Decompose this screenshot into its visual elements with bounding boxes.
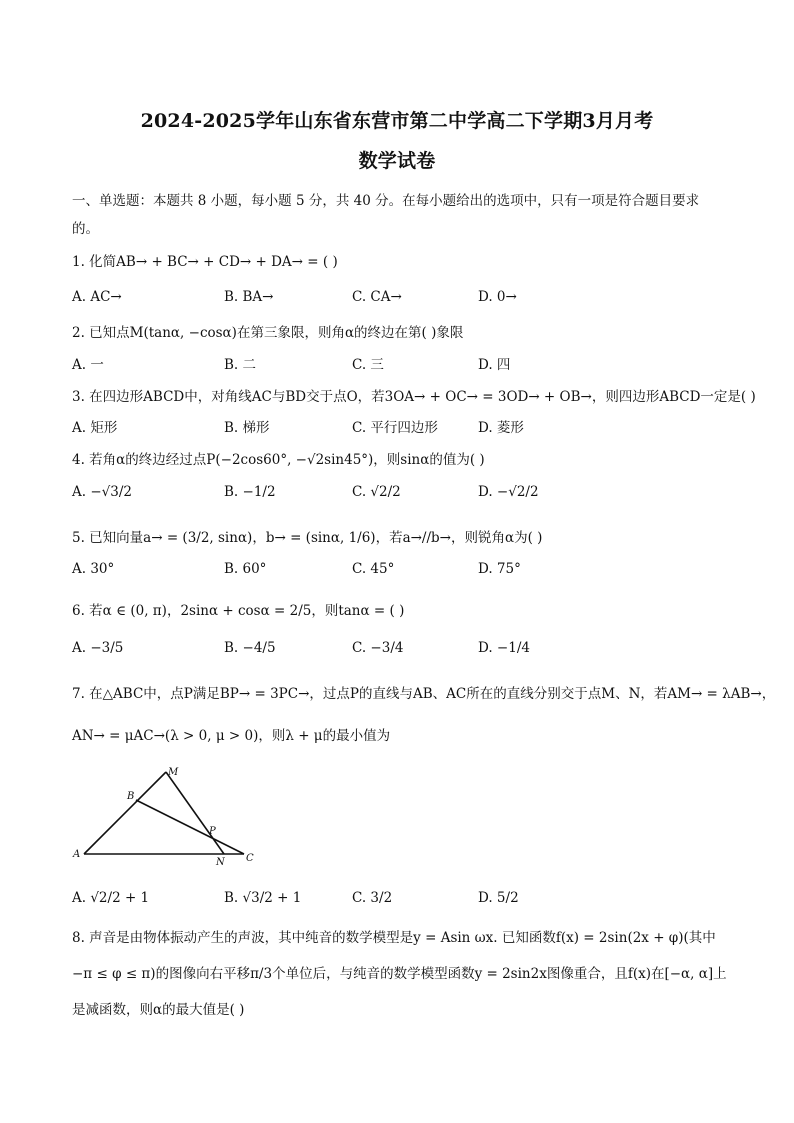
triangle-figure — [68, 762, 268, 872]
option-b: B. 二 — [224, 357, 257, 373]
option-a: A. −3/5 — [72, 640, 124, 656]
option-d: D. 5/2 — [478, 890, 519, 906]
option-c: C. √2/2 — [352, 484, 401, 500]
question-1-options — [72, 289, 732, 309]
option-a: A. √2/2 + 1 — [72, 890, 150, 906]
option-c: C. CA→ — [352, 289, 402, 305]
question-7-stem-line-1: 7. 在△ABC中，点P满足BP→ = 3PC→，过点P的直线与AB、AC所在的直线分别交于点M、N，若AM→ = λAB→， — [72, 686, 776, 702]
option-a: A. 30° — [72, 561, 115, 577]
triangle-diagram — [68, 762, 268, 872]
option-a: A. 一 — [72, 357, 104, 373]
label-m: M — [168, 767, 179, 778]
question-6-options — [72, 640, 732, 660]
option-c: C. 三 — [352, 357, 384, 373]
option-d: D. 四 — [478, 357, 511, 373]
label-p: P — [209, 826, 216, 837]
section-instruction-line-1: 一、单选题：本题共 8 小题，每小题 5 分，共 40 分。在每小题给出的选项中，只有一项是符合题目要求 — [72, 193, 700, 209]
question-8-stem-line-2: −π ≤ φ ≤ π)的图像向右平移π/3个单位后，与纯音的数学模型函数y = 2sin2x图像重合，且f(x)在[−α, α]上 — [72, 966, 727, 982]
option-c: C. 3/2 — [352, 890, 393, 906]
option-b: B. √3/2 + 1 — [224, 890, 302, 906]
label-n: N — [216, 857, 225, 868]
question-7-stem-line-2: AN→ = μAC→(λ > 0, μ > 0)，则λ + μ的最小值为 — [72, 728, 391, 744]
question-4-stem: 4. 若角α的终边经过点P(−2cos60°, −√2sin45°)，则sinα的值为( ) — [72, 452, 485, 468]
segment-bc — [136, 800, 244, 854]
question-5-options — [72, 561, 732, 581]
question-8-stem-line-3: 是减函数，则α的最大值是( ) — [72, 1002, 245, 1018]
question-6-stem: 6. 若α ∈ (0, π)，2sinα + cosα = 2/5，则tanα = ( ) — [72, 603, 405, 619]
question-5-stem: 5. 已知向量a→ = (3/2, sinα)，b→ = (sinα, 1/6)，若a→//b→，则锐角α为( ) — [72, 530, 543, 546]
label-b: B — [127, 791, 135, 802]
question-4-options — [72, 484, 732, 504]
option-b: B. 60° — [224, 561, 267, 577]
option-d: D. 0→ — [478, 289, 517, 305]
question-7-options — [72, 890, 732, 910]
option-c: C. −3/4 — [352, 640, 404, 656]
option-d: D. −1/4 — [478, 640, 530, 656]
section-instruction-line-2: 的。 — [72, 221, 99, 237]
option-d: D. 75° — [478, 561, 521, 577]
option-b: B. 梯形 — [224, 420, 270, 436]
label-c: C — [246, 853, 254, 864]
segment-am — [84, 772, 166, 854]
question-2-options — [72, 353, 732, 373]
option-c: C. 平行四边形 — [352, 420, 438, 436]
option-a: A. −√3/2 — [72, 484, 132, 500]
option-b: B. BA→ — [224, 289, 274, 305]
exam-subtitle: 数学试卷 — [358, 150, 436, 172]
option-a: A. AC→ — [72, 289, 122, 305]
segment-mn — [166, 772, 224, 854]
question-1-stem: 1. 化简AB→ + BC→ + CD→ + DA→ = ( ) — [72, 254, 338, 270]
option-d: D. −√2/2 — [478, 484, 539, 500]
option-a: A. 矩形 — [72, 420, 118, 436]
label-a: A — [73, 849, 81, 860]
option-d: D. 菱形 — [478, 420, 524, 436]
option-b: B. −4/5 — [224, 640, 276, 656]
question-3-options — [72, 416, 732, 436]
option-b: B. −1/2 — [224, 484, 276, 500]
question-2-stem: 2. 已知点M(tanα, −cosα)在第三象限，则角α的终边在第( )象限 — [72, 325, 464, 341]
option-c: C. 45° — [352, 561, 395, 577]
question-3-stem: 3. 在四边形ABCD中，对角线AC与BD交于点O，若3OA→ + OC→ = 3OD→ + OB→，则四边形ABCD一定是( ) — [72, 389, 756, 405]
question-8-stem-line-1: 8. 声音是由物体振动产生的声波，其中纯音的数学模型是y = Asin ωx. 已知函数f(x) = 2sin(2x + φ)(其中 — [72, 930, 716, 946]
exam-title: 2024-2025学年山东省东营市第二中学高二下学期3月月考 — [140, 110, 654, 132]
